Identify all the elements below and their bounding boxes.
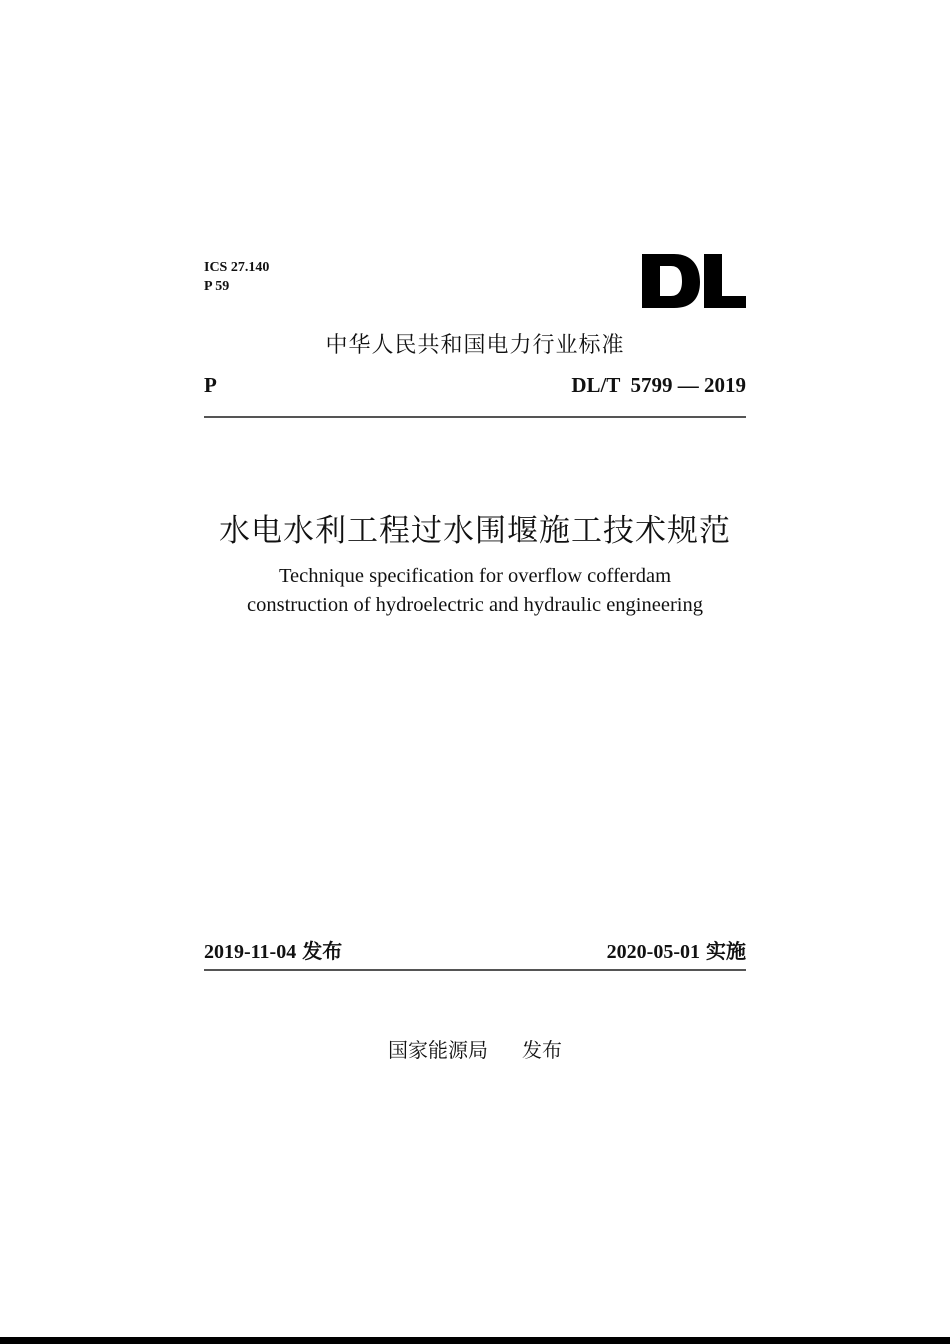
header-divider — [204, 416, 746, 418]
title-english-line1: Technique specification for overflow cofferdam — [278, 565, 672, 587]
publisher-name: 国家能源局 — [388, 1038, 488, 1062]
publisher-line — [0, 1034, 950, 1063]
issue-label: 发布 — [302, 939, 343, 963]
publisher-action: 发布 — [522, 1038, 562, 1062]
title-english-line2: construction of hydroelectric and hydraulic engineering — [247, 594, 703, 616]
ics-code: ICS 27.140 — [204, 260, 270, 275]
issue-date-group — [204, 935, 342, 964]
classification-code: P 59 — [204, 279, 230, 294]
date-divider — [204, 969, 746, 971]
issue-date: 2019-11-04 — [204, 941, 297, 963]
classification-block — [204, 258, 269, 296]
title-english — [0, 562, 950, 620]
dl-logo — [638, 246, 748, 312]
standard-type: 中华人民共和国电力行业标准 — [325, 333, 625, 358]
effective-date-group — [607, 935, 746, 964]
standard-number: DL/T 5799 — 2019 — [571, 373, 746, 397]
effective-label: 实施 — [706, 939, 746, 963]
title-chinese: 水电水利工程过水围堰施工技术规范 — [219, 513, 731, 549]
standard-category: P — [204, 373, 217, 397]
effective-date: 2020-05-01 — [606, 941, 700, 963]
bottom-border — [0, 1337, 950, 1344]
